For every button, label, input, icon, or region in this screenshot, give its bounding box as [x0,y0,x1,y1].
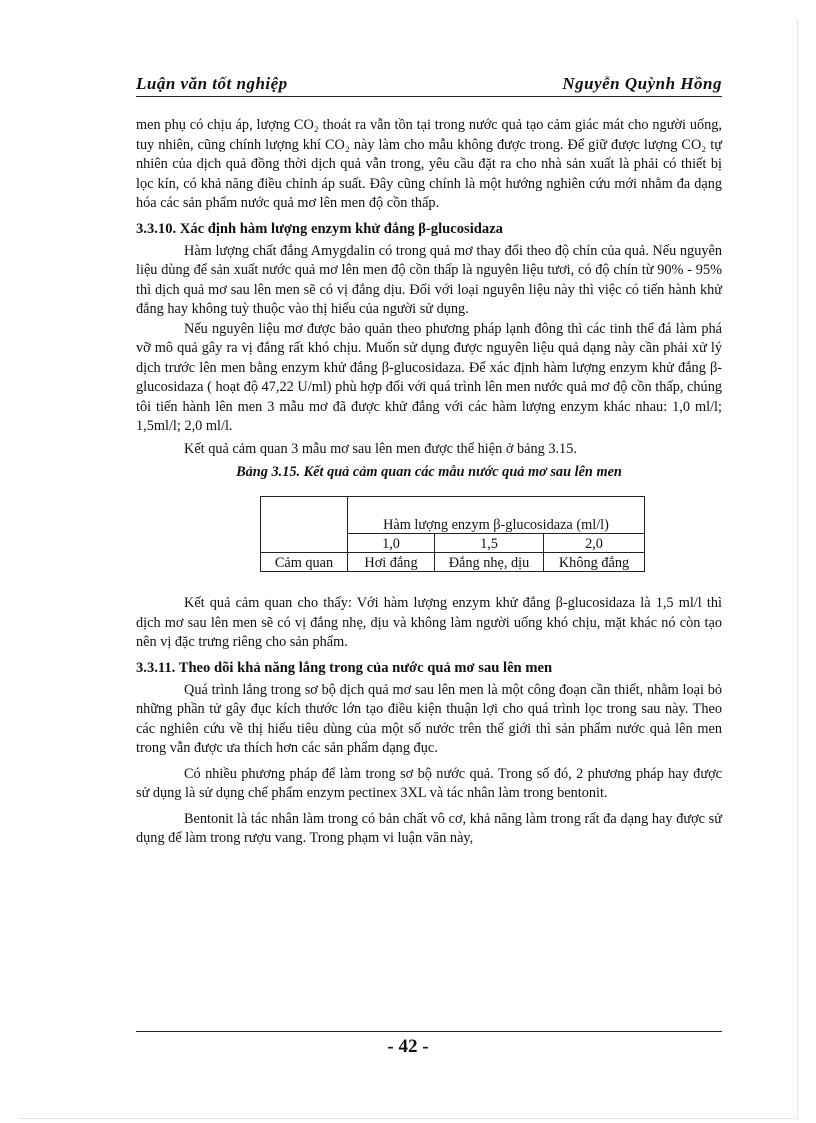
header-rule [136,96,722,97]
table-caption: Bảng 3.15. Kết quả cảm quan các mẫu nước quả mơ sau lên men [236,464,622,480]
page-number: - 42 - [387,1036,429,1057]
table-level-header: 2,0 [544,534,645,553]
paragraph-frozen-material: Nếu nguyên liệu mơ được bảo quản theo phương pháp lạnh đông thì các tinh thể đá làm phá vỡ mô quả gây ra vị đắng rất khó chịu. Muốn sử dụng được nguyên liệu quả dạng này cần phải xử lý dịch trước lên men bằng enzym khử đắng β-glucosidaza. Để xác định hàm lượng enzym khử đắng β-glucosidaza ( hoạt độ 47,22 U/ml) phù hợp đối với quá trình lên men nước quả mơ độ cồn thấp, chúng tôi tiến hành lên men 3 mẫu mơ đã được khử đắng với các hàm lượng enzym khác nhau: 1,0 ml/l; 1,5ml/l; 2,0 ml/l. [136,320,722,434]
table-group-header: Hàm lượng enzym β-glucosidaza (ml/l) [348,497,645,534]
paragraph-settling-process: Quá trình lắng trong sơ bộ dịch quả mơ sau lên men là một công đoạn cần thiết, nhằm loại bỏ những phần tử gây đục kích thước lớn tạo điều kiện thuận lợi cho quá trình lọc trong sau này. Theo các nghiên cứu về thị hiếu tiêu dùng của một số nước trên thế giới thì sản phẩm nước quả lên men trong vẫn được ưa thích hơn các sản phẩm dạng đục. [136,681,722,756]
paragraph-sensory-conclusion: Kết quả cảm quan cho thấy: Với hàm lượng enzym khử đắng β-glucosidaza là 1,5 ml/l thì dịch mơ sau lên men sẽ có vị đắng nhẹ, dịu và không làm người uống khó chịu, mặt khác nó còn tạo nên vị đặc trưng riêng cho sản phẩm. [136,595,722,650]
page-body [136,116,722,849]
paragraph-bentonite: Bentonit là tác nhân làm trong có bản chất vô cơ, khả năng làm trong rất đa dạng hay được sử dụng để làm trong rượu vang. Trong phạm vi luận văn này, [136,810,722,846]
section-heading-3-3-11: 3.3.11. Theo dõi khả năng lắng trong của nước quả mơ sau lên men [136,659,553,676]
paragraph-intro: men phụ có chịu áp, lượng CO₂ thoát ra vẫn tồn tại trong nước quả tạo cảm giác mát cho người uống, tuy nhiên, cũng chính lượng khí CO₂ này làm cho mẫu không được trong. Để giữ được lượng CO₂ tự nhiên của dịch quả đồng thời dịch quả vẫn trong, yêu cầu đặt ra cho nhà sản xuất là phải có thiết bị lọc kín, có khả năng điều chỉnh áp suất. Đây cũng chính là một hướng nghiên cứu mới nhằm đa dạng hóa các sản phẩm nước quả mơ lên men độ cồn thấp. [136,117,722,211]
page-edge-right [797,20,798,1120]
paragraph-table-reference: Kết quả cảm quan 3 mẫu mơ sau lên men được thể hiện ở bảng 3.15. [184,440,577,457]
footer-rule [136,1031,722,1032]
table-cell: Không đắng [544,553,645,572]
table-corner-cell [261,497,348,553]
table-level-header: 1,0 [348,534,435,553]
table-cell: Đắng nhẹ, dịu [435,553,544,572]
table-cell: Hơi đắng [348,553,435,572]
table-level-header: 1,5 [435,534,544,553]
page-edge-bottom [20,1118,796,1119]
section-heading-3-3-10: 3.3.10. Xác định hàm lượng enzym khử đắng β-glucosidaza [136,220,503,237]
header-left-title: Luận văn tốt nghiệp [136,74,288,93]
header-right-author: Nguyễn Quỳnh Hồng [562,74,722,93]
table-row-label: Cảm quan [261,553,348,572]
sensory-results-table [260,496,645,572]
paragraph-amygdalin: Hàm lượng chất đắng Amygdalin có trong quả mơ thay đổi theo độ chín của quả. Nếu nguyên liệu dùng để sản xuất nước quả mơ lên men độ cồn thấp là nguyên liệu tươi, có độ chín từ 90% - 95% thì dịch quả mơ sau lên men sẽ có vị đắng dịu. Đối với loại nguyên liệu này thì việc có tiến hành khử đắng hay không tuỳ thuộc vào thị hiếu của người sử dụng. [136,242,722,317]
paragraph-clarification-methods: Có nhiều phương pháp để làm trong sơ bộ nước quả. Trong số đó, 2 phương pháp hay được sử dụng là sử dụng chế phẩm enzym pectinex 3XL và tác nhân làm trong bentonit. [136,765,722,801]
